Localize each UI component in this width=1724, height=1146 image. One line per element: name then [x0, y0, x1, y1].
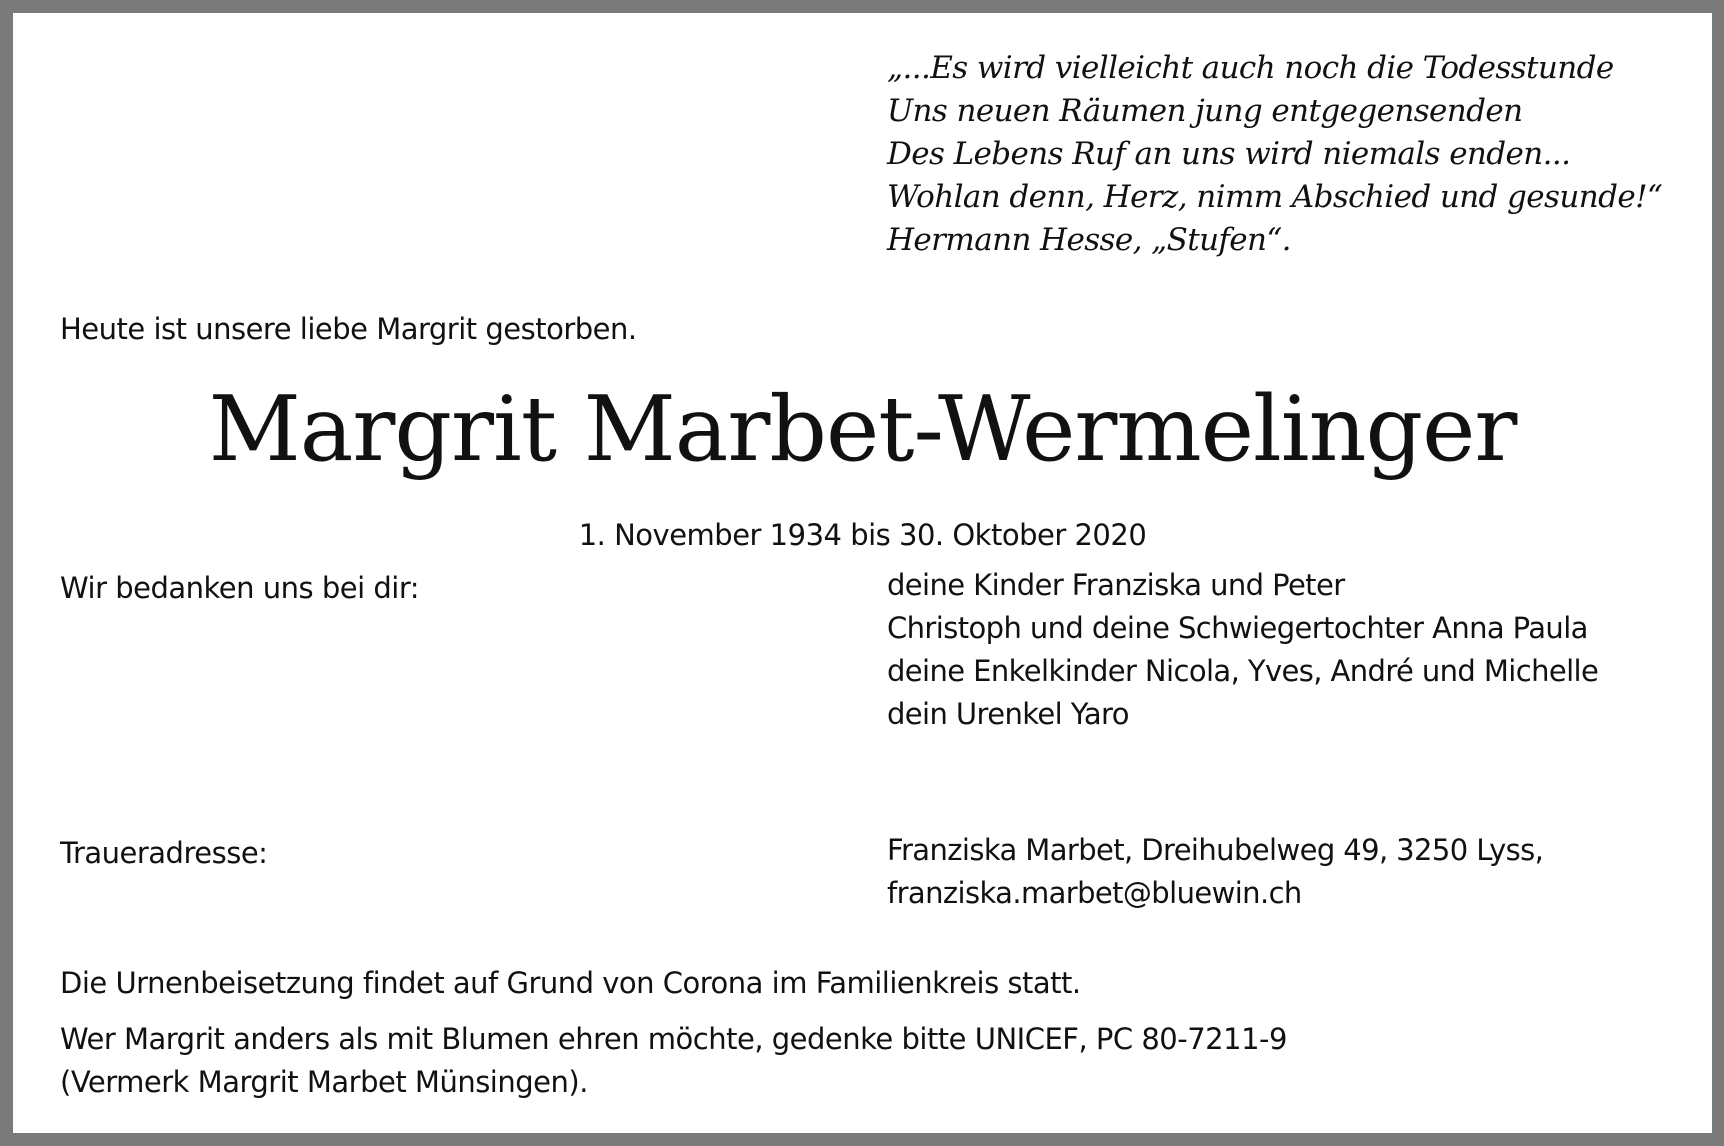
poem-line: „...Es wird vielleicht auch noch die Todesstunde: [887, 50, 1614, 86]
address-block: [887, 829, 1543, 915]
thanks-line: deine Kinder Franziska und Peter: [887, 568, 1345, 602]
address-label: Traueradresse:: [60, 836, 268, 870]
poem-line: Uns neuen Räumen jung entgegensenden: [887, 93, 1523, 129]
address-line: Franziska Marbet, Dreihubelweg 49, 3250 Lyss,: [887, 833, 1544, 867]
poem-quote: [887, 47, 1662, 262]
thanks-label: Wir bedanken uns bei dir:: [60, 571, 420, 605]
obituary-page: [13, 13, 1712, 1133]
life-dates: 1. November 1934 bis 30. Oktober 2020: [578, 518, 1147, 552]
thanks-line: deine Enkelkinder Nicola, Yves, André und Michelle: [887, 654, 1599, 688]
intro-text: Heute ist unsere liebe Margrit gestorben.: [60, 312, 637, 346]
address-email[interactable]: franziska.marbet@bluewin.ch: [887, 876, 1302, 910]
poem-line: Des Lebens Ruf an uns wird niemals enden...: [887, 136, 1571, 172]
burial-note: [60, 962, 1081, 1005]
donation-note: [60, 1018, 1287, 1104]
poem-attribution: Hermann Hesse, „Stufen“.: [887, 222, 1291, 258]
donation-line: Wer Margrit anders als mit Blumen ehren möchte, gedenke bitte UNICEF, PC 80-7211-9: [60, 1022, 1287, 1056]
thanks-line: dein Urenkel Yaro: [887, 697, 1129, 731]
thanks-list: [887, 564, 1598, 736]
deceased-name: Margrit Marbet-Wermelinger: [208, 377, 1517, 482]
poem-line: Wohlan denn, Herz, nimm Abschied und gesunde!“: [887, 179, 1663, 215]
donation-line: (Vermerk Margrit Marbet Münsingen).: [60, 1065, 588, 1099]
burial-note-text: Die Urnenbeisetzung findet auf Grund von Corona im Familienkreis statt.: [60, 966, 1081, 1000]
thanks-line: Christoph und deine Schwiegertochter Anna Paula: [887, 611, 1588, 645]
